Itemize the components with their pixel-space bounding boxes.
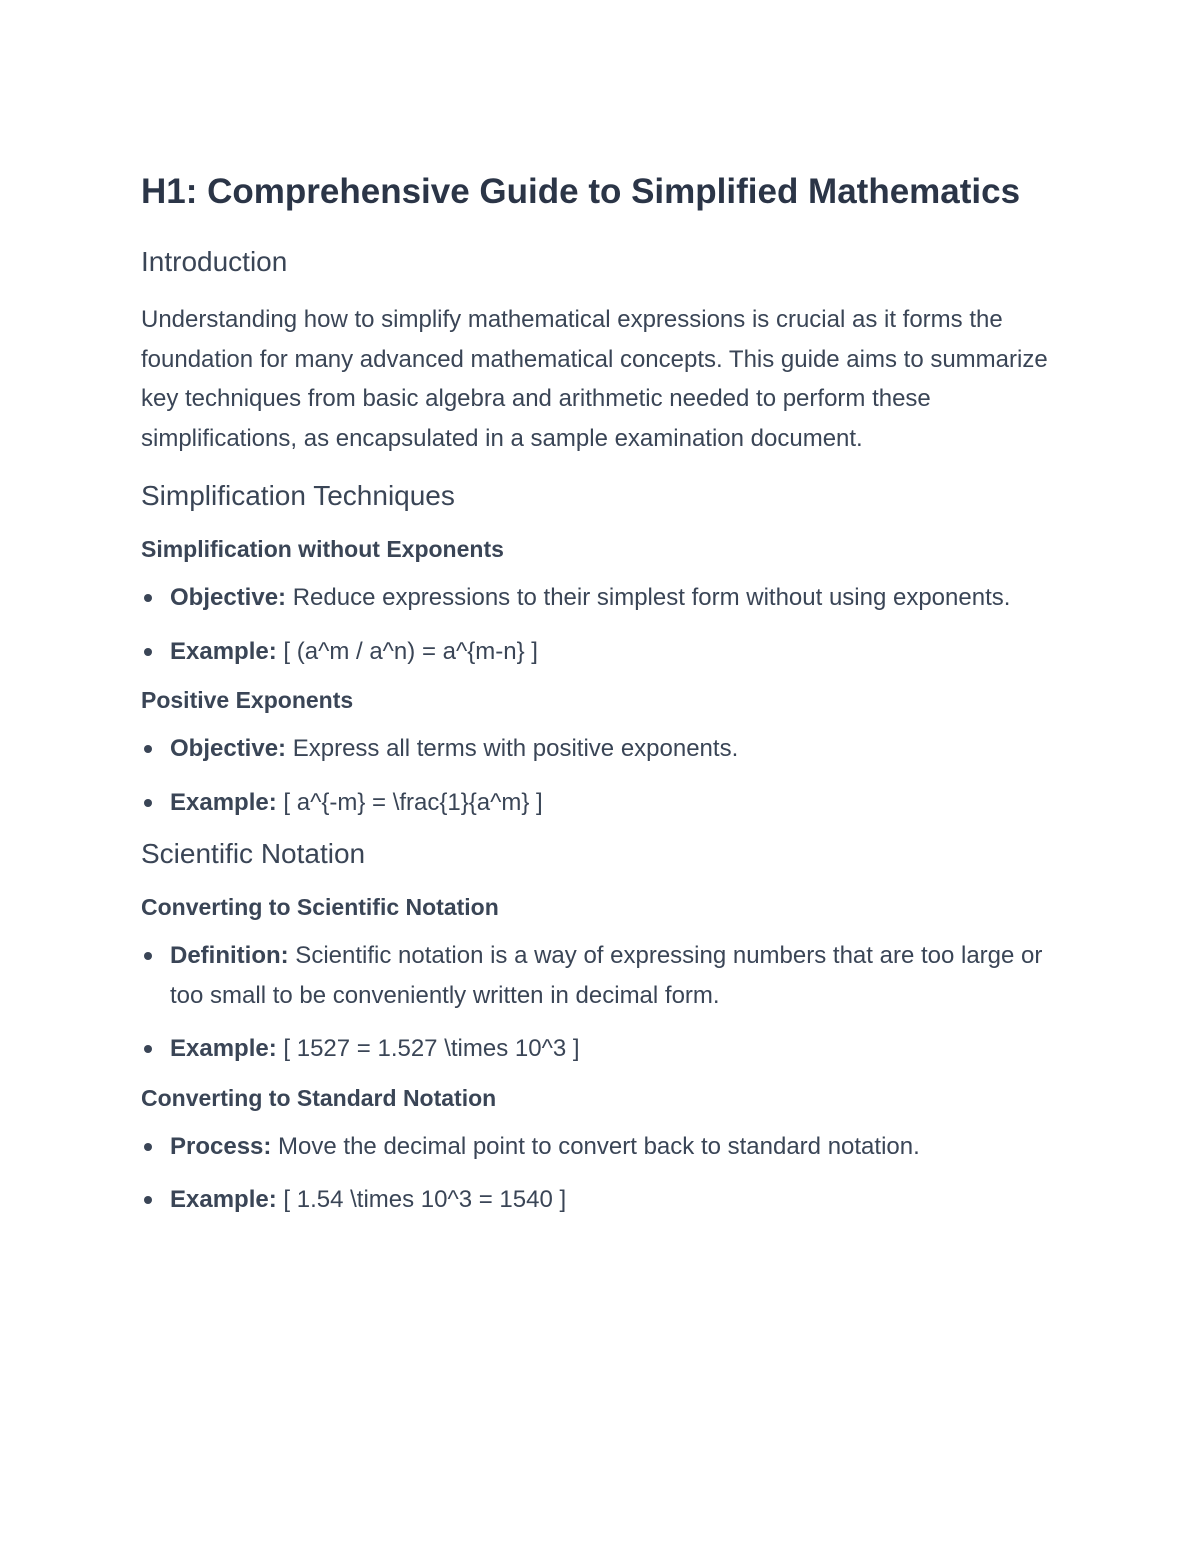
page-title: H1: Comprehensive Guide to Simplified Mathematics (141, 172, 1021, 211)
bullet-icon (144, 594, 152, 602)
item-term: Example: (170, 788, 277, 816)
list-item (141, 1127, 1050, 1167)
list-item (141, 936, 1050, 1015)
item-term: Process: (170, 1132, 272, 1160)
bullet-icon (144, 745, 152, 753)
item-term: Example: (170, 637, 277, 665)
item-term: Objective: (170, 584, 287, 611)
item-text: [ 1527 = 1.527 \times 10^3 ] (276, 1035, 580, 1062)
bullet-icon (144, 648, 152, 656)
subsection-heading-positive-exponents: Positive Exponents (141, 687, 354, 713)
item-text: Express all terms with positive exponents. (286, 735, 739, 762)
item-term: Objective: (170, 735, 287, 762)
item-text: Reduce expressions to their simplest form without using exponents. (286, 584, 1011, 611)
list-to-scientific (141, 936, 1050, 1069)
item-text: [ a^{-m} = \frac{1}{a^m} ] (276, 788, 543, 816)
section-heading-introduction: Introduction (141, 246, 288, 277)
list-item (141, 1029, 1050, 1069)
item-text: Move the decimal point to convert back to standard notation. (271, 1132, 920, 1160)
list-item (141, 783, 1050, 823)
item-text: [ (a^m / a^n) = a^{m-n} ] (276, 637, 538, 665)
list-item (141, 578, 1050, 618)
intro-paragraph: Understanding how to simplify mathematical expressions is crucial as it forms the foundation for many advanced mathematical concepts. This guide aims to summarize key techniques from basic algebra and arithmetic needed to perform these simplifications, as encapsulated in a sample examination document. (141, 306, 1048, 452)
list-without-exponents (141, 578, 1050, 671)
item-term: Example: (170, 1186, 277, 1213)
section-heading-scientific: Scientific Notation (141, 838, 366, 869)
list-item (141, 632, 1050, 672)
bullet-icon (144, 1196, 152, 1204)
item-term: Definition: (170, 942, 289, 969)
item-text: [ 1.54 \times 10^3 = 1540 ] (276, 1186, 567, 1213)
section-heading-simplification: Simplification Techniques (141, 480, 455, 511)
list-to-standard (141, 1127, 1050, 1220)
bullet-icon (144, 952, 152, 960)
bullet-icon (144, 1143, 152, 1151)
subsection-heading-to-scientific: Converting to Scientific Notation (141, 894, 499, 920)
item-text: Scientific notation is a way of expressing numbers that are too large or too small to be conveniently written in decimal form. (170, 942, 1043, 1009)
list-item (141, 1180, 1050, 1220)
bullet-icon (144, 1045, 152, 1053)
list-item (141, 729, 1050, 769)
list-positive-exponents (141, 729, 1050, 822)
subsection-heading-without-exponents: Simplification without Exponents (141, 536, 504, 562)
subsection-heading-to-standard: Converting to Standard Notation (141, 1084, 497, 1111)
bullet-icon (144, 799, 152, 807)
item-term: Example: (170, 1035, 277, 1062)
